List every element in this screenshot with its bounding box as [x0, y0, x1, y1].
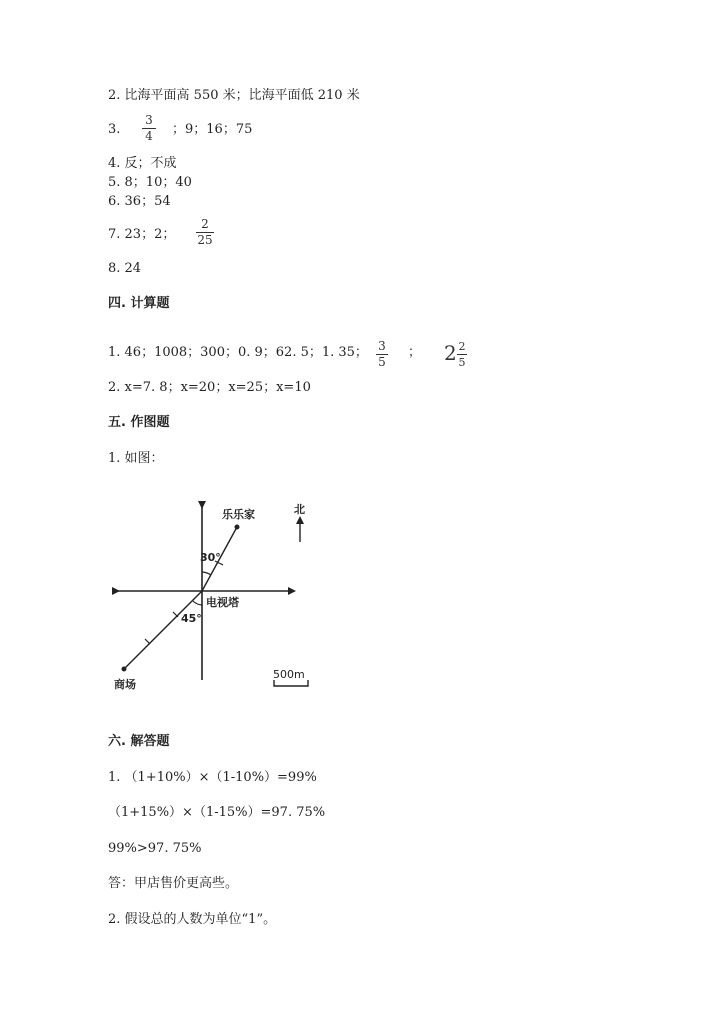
answer-7: 7. 23；2；	[108, 227, 176, 242]
section5-title: 五. 作图题	[108, 415, 170, 430]
answer-3-label: 3.	[108, 122, 121, 137]
home-label: 乐乐家	[222, 508, 255, 521]
section6-title: 六. 解答题	[108, 734, 170, 749]
line-to-mall	[124, 591, 202, 669]
fraction-q7-den: 25	[197, 233, 213, 247]
fraction-q3-den: 4	[145, 129, 153, 143]
scale-label: 500m	[273, 668, 305, 681]
section6-line3: 99%>97. 75%	[108, 841, 202, 856]
answer-5: 5. 8；10；40	[108, 175, 192, 190]
home-point	[235, 525, 240, 530]
mall-tick-2	[145, 639, 150, 644]
mall-tick-1	[173, 612, 178, 617]
fraction-calc1-num: 3	[378, 339, 386, 353]
fraction-calc2-den: 5	[458, 356, 466, 369]
section5-line1: 1. 如图：	[108, 451, 164, 466]
fraction-calc2-num: 2	[458, 340, 466, 353]
section4-separator: ；	[408, 345, 422, 360]
answer-4: 4. 反；不成	[108, 156, 177, 171]
mall-point	[122, 667, 127, 672]
section6-line4: 答：甲店售价更高些。	[108, 876, 239, 891]
fraction-q3-num: 3	[145, 113, 153, 127]
answer-8: 8. 24	[108, 261, 142, 276]
section6-line5: 2. 假设总的人数为单位“1”。	[108, 912, 277, 927]
answer-2: 2. 比海平面高 550 米；比海平面低 210 米	[108, 88, 360, 103]
mixed-number-whole: 2	[444, 341, 457, 365]
section4-line1: 1. 46；1008；300；0. 9；62. 5；1. 35；	[108, 345, 368, 360]
section4-line2: 2. x=7. 8；x=20；x=25；x=10	[108, 380, 311, 395]
section4-title: 四. 计算题	[108, 296, 170, 311]
tower-label: 电视塔	[206, 596, 239, 609]
mall-label: 商场	[114, 678, 136, 691]
answer-6: 6. 36；54	[108, 194, 171, 209]
angle-45-label: 45°	[181, 612, 202, 625]
angle-arc-45	[193, 601, 202, 605]
section6-line1: 1. （1+10%）×（1-10%）=99%	[108, 770, 317, 785]
north-label: 北	[294, 503, 305, 516]
angle-30-label: 30°	[200, 551, 221, 564]
section6-line2: （1+15%）×（1-15%）=97. 75%	[108, 805, 326, 820]
answer-3-rest: ；9；16；75	[172, 122, 253, 137]
angle-arc-30	[202, 572, 211, 575]
fraction-q7-num: 2	[201, 217, 209, 231]
fraction-calc1-den: 5	[378, 355, 386, 369]
